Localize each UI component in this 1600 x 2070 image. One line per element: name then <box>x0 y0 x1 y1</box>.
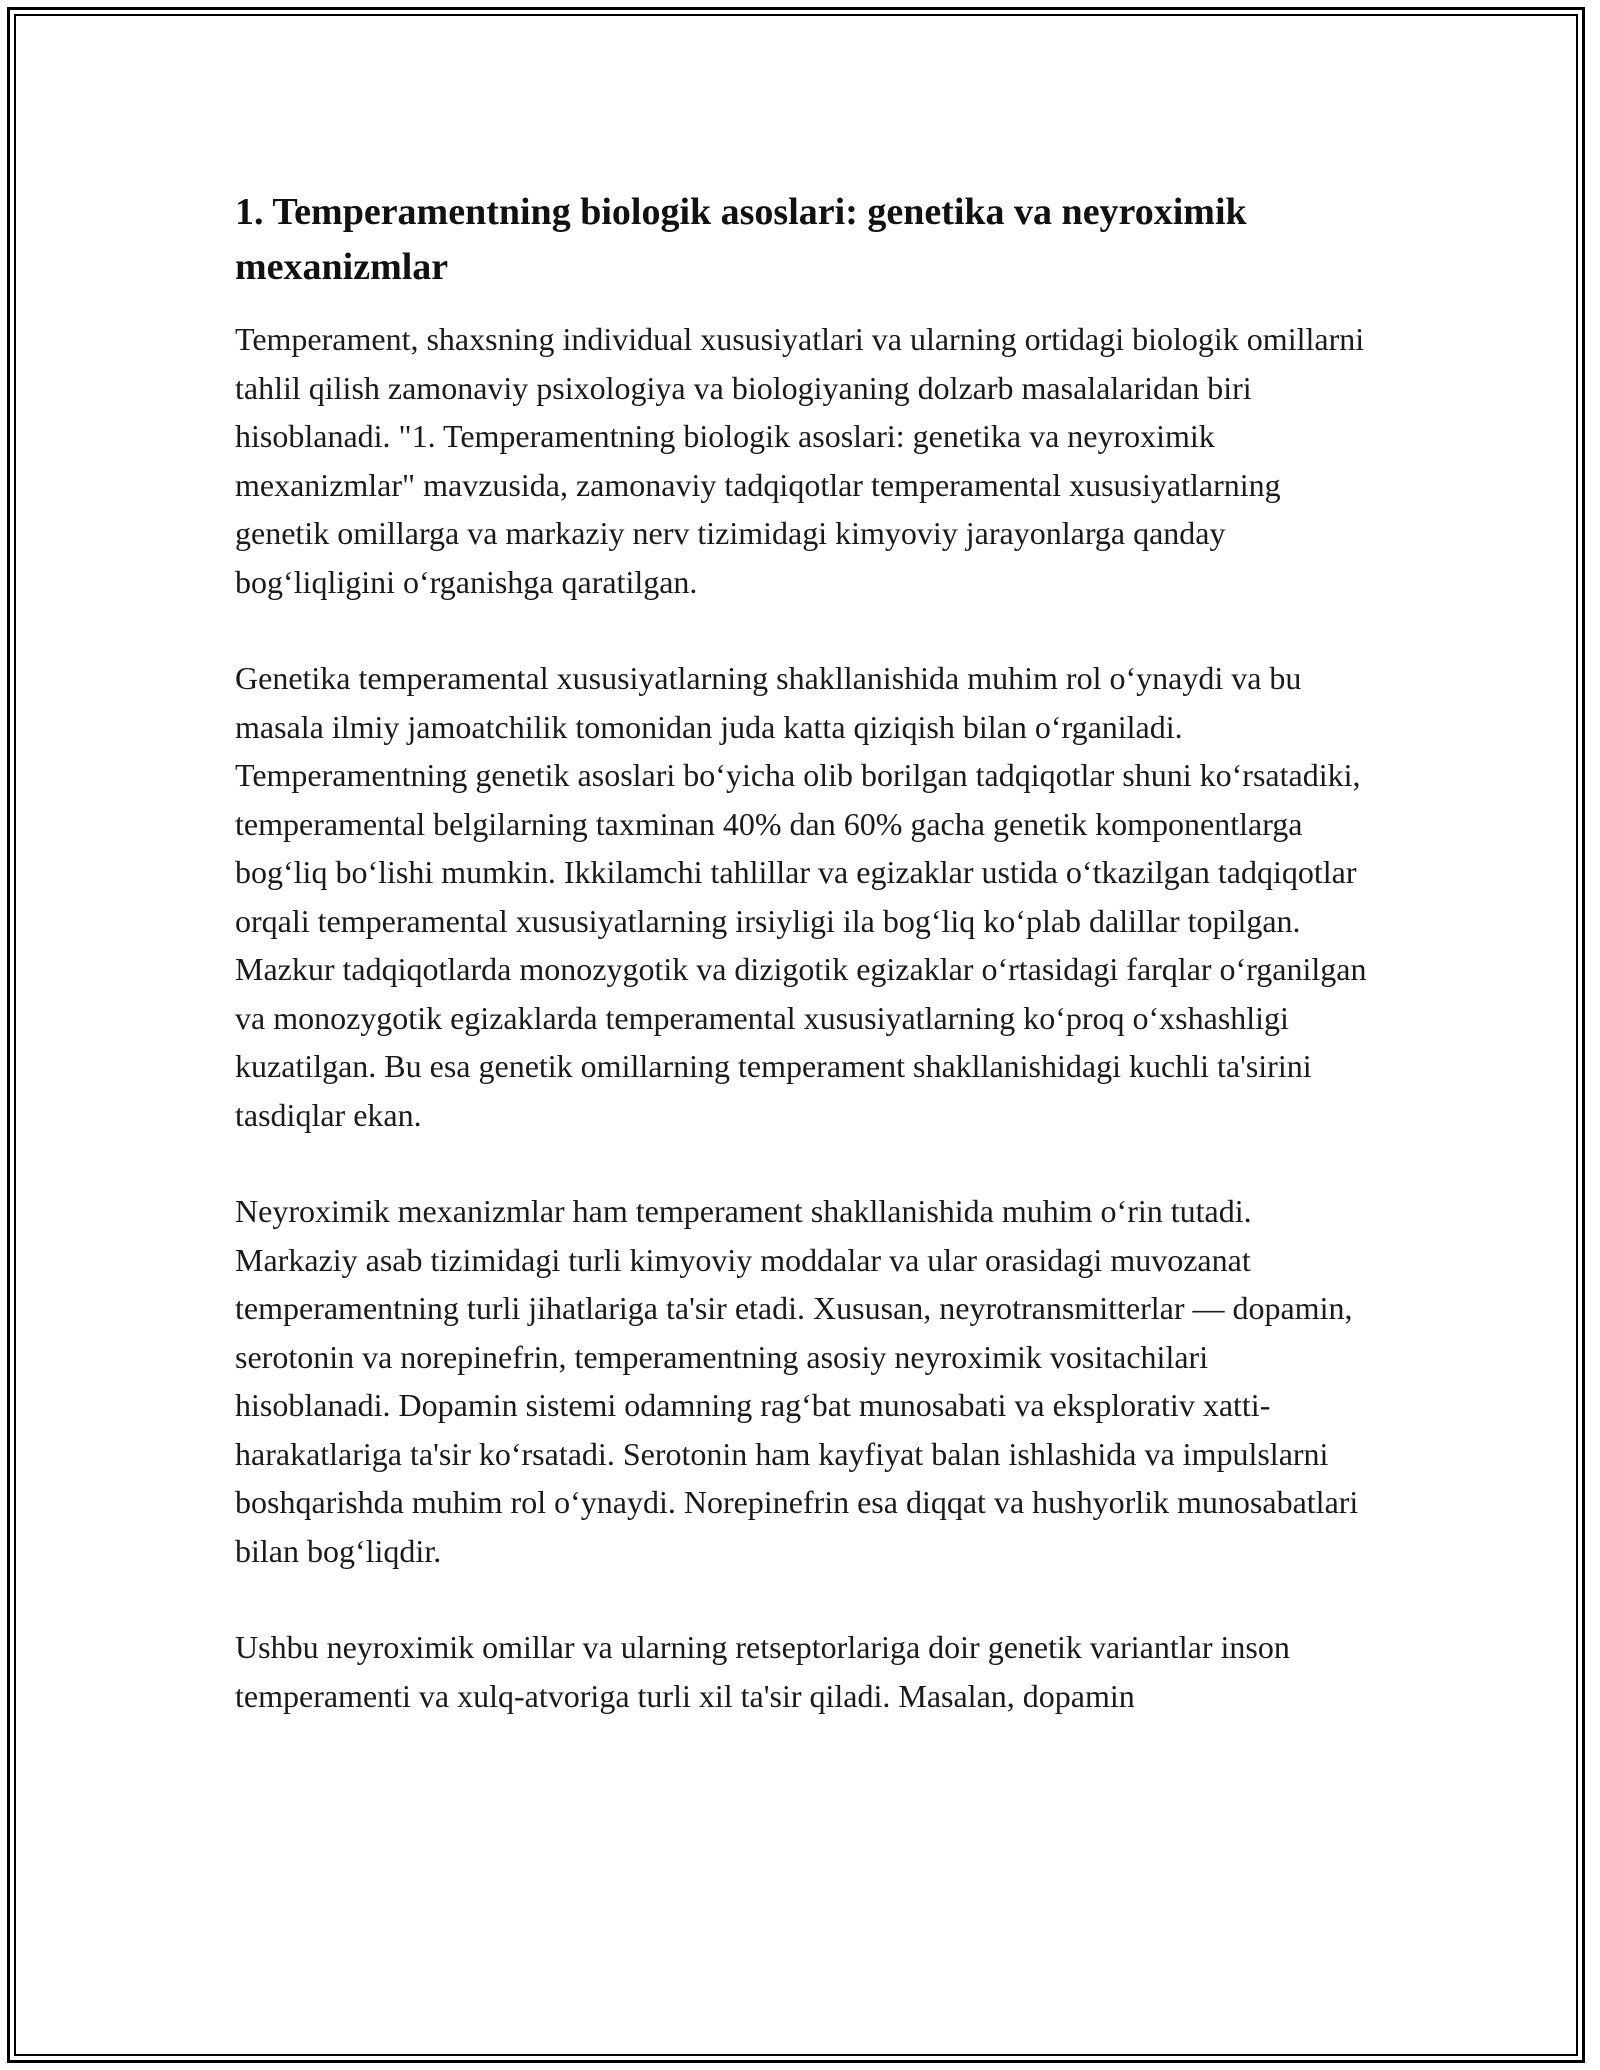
paragraph-receptors: Ushbu neyroximik omillar va ularning retseptorlariga doir genetik variantlar inson temperamenti va xulq-atvoriga turli xil ta'sir qiladi. Masalan, dopamin <box>235 1629 1290 1714</box>
paragraph-intro: Temperament, shaxsning individual xususiyatlari va ularning ortidagi biologik omillarni tahlil qilish zamonaviy psixologiya va biologiyaning dolzarb masalalaridan biri hisoblanadi. "1. Temperamentning biologik asoslari: genetika va neyroximik mexanizmlar" mavzusida, zamonaviy tadqiqotlar temperamental xususiyatlarning genetik omillarga va markaziy nerv tizimidagi kimyoviy jarayonlarga qanday bog‘liqligini o‘rganishga qaratilgan. <box>235 321 1365 600</box>
section-heading: 1. Temperamentning biologik asoslari: genetika va neyroximik mexanizmlar <box>235 191 1247 288</box>
paragraph-genetics: Genetika temperamental xususiyatlarning shakllanishida muhim rol o‘ynaydi va bu masala ilmiy jamoatchilik tomonidan juda katta qiziqish bilan o‘rganiladi. Temperamentning genetik asoslari bo‘yicha olib borilgan tadqiqotlar shuni ko‘rsatadiki, temperamental belgilarning taxminan 40% dan 60% gacha genetik komponentlarga bog‘liq bo‘lishi mumkin. Ikkilamchi tahlillar va egizaklar ustida o‘tkazilgan tadqiqotlar orqali temperamental xususiyatlarning irsiyligi ila bog‘liq ko‘plab dalillar topilgan. Mazkur tadqiqotlarda monozygotik va dizigotik egizaklar o‘rtasidagi farqlar o‘rganilgan va monozygotik egizaklarda temperamental xususiyatlarning ko‘proq o‘xshashligi kuzatilgan. Bu esa genetik omillarning temperament shakllanishidagi kuchli ta'sirini tasdiqlar ekan. <box>235 660 1367 1133</box>
document-body <box>235 185 1370 1768</box>
paragraph-neurochemical: Neyroximik mexanizmlar ham temperament shakllanishida muhim o‘rin tutadi. Markaziy asab tizimidagi turli kimyoviy moddalar va ular orasidagi muvozanat temperamentning turli jihatlariga ta'sir etadi. Xususan, neyrotransmitterlar — dopamin, serotonin va norepinefrin, temperamentning asosiy neyroximik vositachilari hisoblanadi. Dopamin sistemi odamning rag‘bat munosabati va eksplorativ xatti-harakatlariga ta'sir ko‘rsatadi. Serotonin ham kayfiyat balan ishlashida va impulslarni boshqarishda muhim rol o‘ynaydi. Norepinefrin esa diqqat va hushyorlik munosabatlari bilan bog‘liqdir. <box>235 1193 1359 1569</box>
